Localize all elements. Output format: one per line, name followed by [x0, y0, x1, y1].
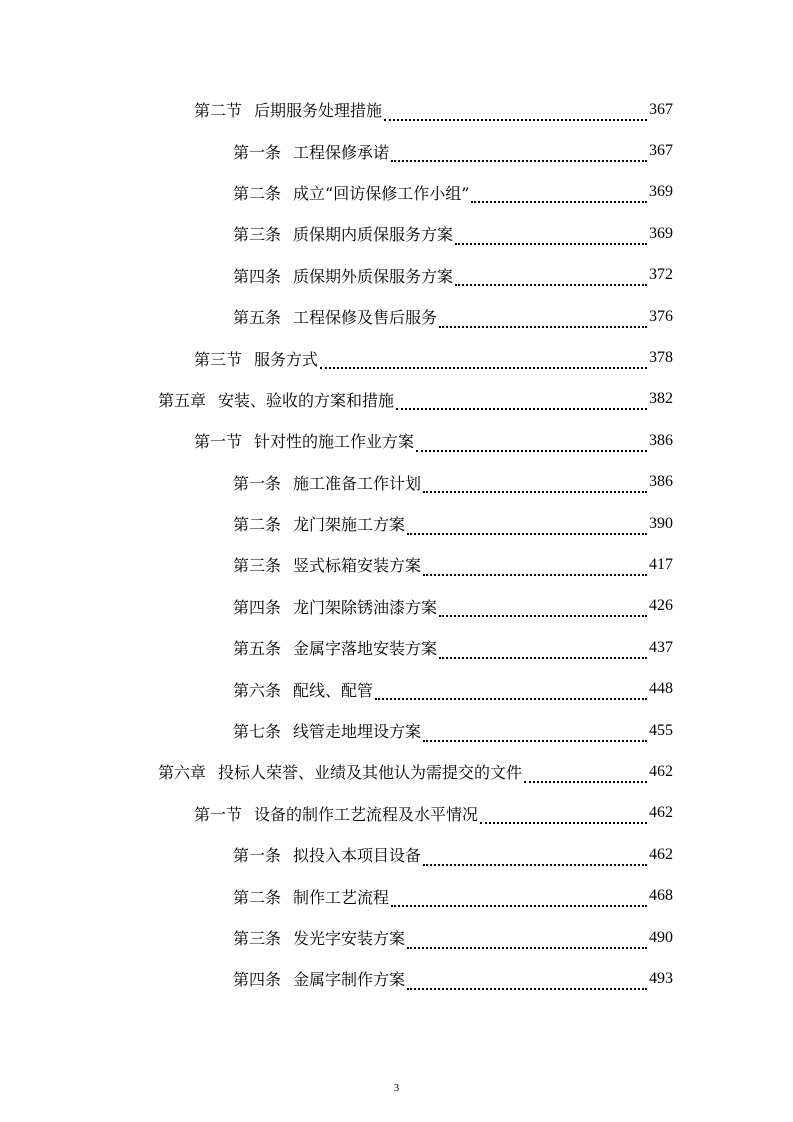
- toc-entry-page: 455: [649, 721, 673, 739]
- dot-leader: [423, 558, 647, 576]
- dot-leader: [423, 724, 647, 742]
- dot-leader: [455, 227, 647, 245]
- toc-entry-label: 第一条: [233, 473, 282, 493]
- toc-entry-title: 线管走地埋设方案: [293, 722, 422, 742]
- toc-entry-label: 第二节: [194, 101, 243, 121]
- dot-leader: [396, 392, 647, 410]
- toc-entry-page: 448: [649, 680, 673, 698]
- toc-entry-label: 第四条: [233, 597, 282, 617]
- toc-entry-page: 462: [649, 845, 673, 863]
- dot-leader: [455, 268, 647, 286]
- toc-entry-page: 372: [649, 266, 673, 284]
- toc-entry: [0, 296, 793, 337]
- toc-entry-title: 施工准备工作计划: [293, 473, 422, 493]
- toc-entry: [0, 627, 793, 668]
- toc-entry: [0, 172, 793, 213]
- toc-entry-title: 安装、验收的方案和措施: [218, 390, 395, 410]
- toc-entry: [0, 503, 793, 544]
- toc-entry-label: 第五章: [158, 390, 207, 410]
- dot-leader: [391, 889, 647, 907]
- toc-entry-label: 第六章: [158, 763, 207, 783]
- toc-entry-label: 第二条: [233, 515, 282, 535]
- toc-entry-label: 第三节: [194, 349, 243, 369]
- toc-entry: [0, 710, 793, 751]
- toc-entry-page: 417: [649, 555, 673, 573]
- toc-entry-title: 配线、配管: [293, 680, 374, 700]
- dot-leader: [407, 972, 647, 990]
- toc-entry-label: 第五条: [233, 308, 282, 328]
- toc-entry-label: 第一条: [233, 142, 282, 162]
- dot-leader: [480, 806, 647, 824]
- toc-entry-label: 第二条: [233, 183, 282, 203]
- toc-entry-title: 拟投入本项目设备: [293, 846, 422, 866]
- toc-entry-title: 金属字落地安装方案: [293, 639, 438, 659]
- toc-entry: [0, 834, 793, 875]
- toc-entry-page: 367: [649, 142, 673, 160]
- toc-entry: [0, 130, 793, 171]
- toc-entry-title: 质保期内质保服务方案: [293, 225, 454, 245]
- toc-entry-page: 386: [649, 473, 673, 491]
- toc-entry-page: 490: [649, 928, 673, 946]
- toc-entry-title: 金属字制作方案: [293, 970, 406, 990]
- dot-leader: [439, 599, 647, 617]
- toc-entry-page: 378: [649, 349, 673, 367]
- toc-entry: [0, 89, 793, 130]
- toc-entry-page: 462: [649, 804, 673, 822]
- dot-leader: [524, 765, 647, 783]
- toc-entry: [0, 958, 793, 999]
- toc-entry-title: 龙门架施工方案: [293, 515, 406, 535]
- toc-entry: [0, 379, 793, 420]
- toc-entry: [0, 420, 793, 461]
- toc-entry-title: 成立“回访保修工作小组”: [293, 183, 470, 203]
- dot-leader: [320, 351, 647, 369]
- dot-leader: [423, 848, 647, 866]
- toc-entry-title: 制作工艺流程: [293, 887, 390, 907]
- table-of-contents: [0, 89, 793, 1000]
- dot-leader: [407, 931, 647, 949]
- toc-entry-page: 369: [649, 224, 673, 242]
- dot-leader: [384, 103, 647, 121]
- toc-entry-page: 437: [649, 638, 673, 656]
- dot-leader: [423, 475, 647, 493]
- toc-entry-page: 462: [649, 762, 673, 780]
- dot-leader: [471, 185, 647, 203]
- toc-entry-label: 第五条: [233, 639, 282, 659]
- toc-entry-label: 第三条: [233, 929, 282, 948]
- dot-leader: [416, 434, 647, 452]
- toc-entry: [0, 462, 793, 503]
- toc-entry-title: 工程保修及售后服务: [293, 308, 438, 328]
- toc-entry-label: 第二条: [233, 887, 282, 907]
- dot-leader: [375, 682, 647, 700]
- toc-entry-page: 386: [649, 431, 673, 449]
- toc-entry-label: 第一条: [233, 846, 282, 866]
- toc-entry: [0, 751, 793, 792]
- toc-entry: [0, 793, 793, 834]
- toc-entry-page: 426: [649, 597, 673, 615]
- dot-leader: [391, 144, 647, 162]
- toc-entry: [0, 544, 793, 585]
- toc-entry-title: 后期服务处理措施: [254, 101, 383, 121]
- toc-entry-label: 第一节: [194, 804, 243, 824]
- toc-entry-label: 第三条: [233, 225, 282, 245]
- toc-entry-page: 367: [649, 100, 673, 118]
- toc-entry: [0, 586, 793, 627]
- toc-entry-page: 369: [649, 183, 673, 201]
- toc-entry-page: 376: [649, 307, 673, 325]
- toc-entry: [0, 917, 793, 958]
- toc-entry: [0, 337, 793, 378]
- toc-entry: [0, 255, 793, 296]
- toc-entry-label: 第七条: [233, 722, 282, 742]
- toc-entry-title: 工程保修承诺: [293, 142, 390, 162]
- toc-entry-page: 493: [649, 969, 673, 987]
- toc-entry: [0, 668, 793, 709]
- toc-entry-title: 质保期外质保服务方案: [293, 266, 454, 286]
- dot-leader: [439, 310, 647, 328]
- toc-entry-title: 针对性的施工作业方案: [254, 432, 415, 452]
- toc-entry-label: 第一节: [194, 432, 243, 452]
- toc-entry: [0, 213, 793, 254]
- toc-entry-page: 390: [649, 514, 673, 532]
- toc-entry-title: 服务方式: [254, 349, 319, 369]
- toc-entry-label: 第三条: [233, 556, 282, 576]
- toc-entry-label: 第六条: [233, 680, 282, 700]
- toc-entry-title: 发光字安装方案: [293, 929, 406, 948]
- toc-entry-label: 第四条: [233, 970, 282, 990]
- toc-entry-label: 第四条: [233, 266, 282, 286]
- toc-entry-title: 竖式标箱安装方案: [293, 556, 422, 576]
- toc-entry-title: 龙门架除锈油漆方案: [293, 597, 438, 617]
- toc-entry: [0, 875, 793, 916]
- toc-entry-title: 投标人荣誉、业绩及其他认为需提交的文件: [218, 763, 523, 783]
- page-number: 3: [393, 1082, 400, 1094]
- dot-leader: [439, 641, 647, 659]
- toc-entry-page: 382: [649, 390, 673, 408]
- toc-entry-page: 468: [649, 887, 673, 905]
- dot-leader: [407, 517, 647, 535]
- toc-entry-title: 设备的制作工艺流程及水平情况: [254, 804, 479, 824]
